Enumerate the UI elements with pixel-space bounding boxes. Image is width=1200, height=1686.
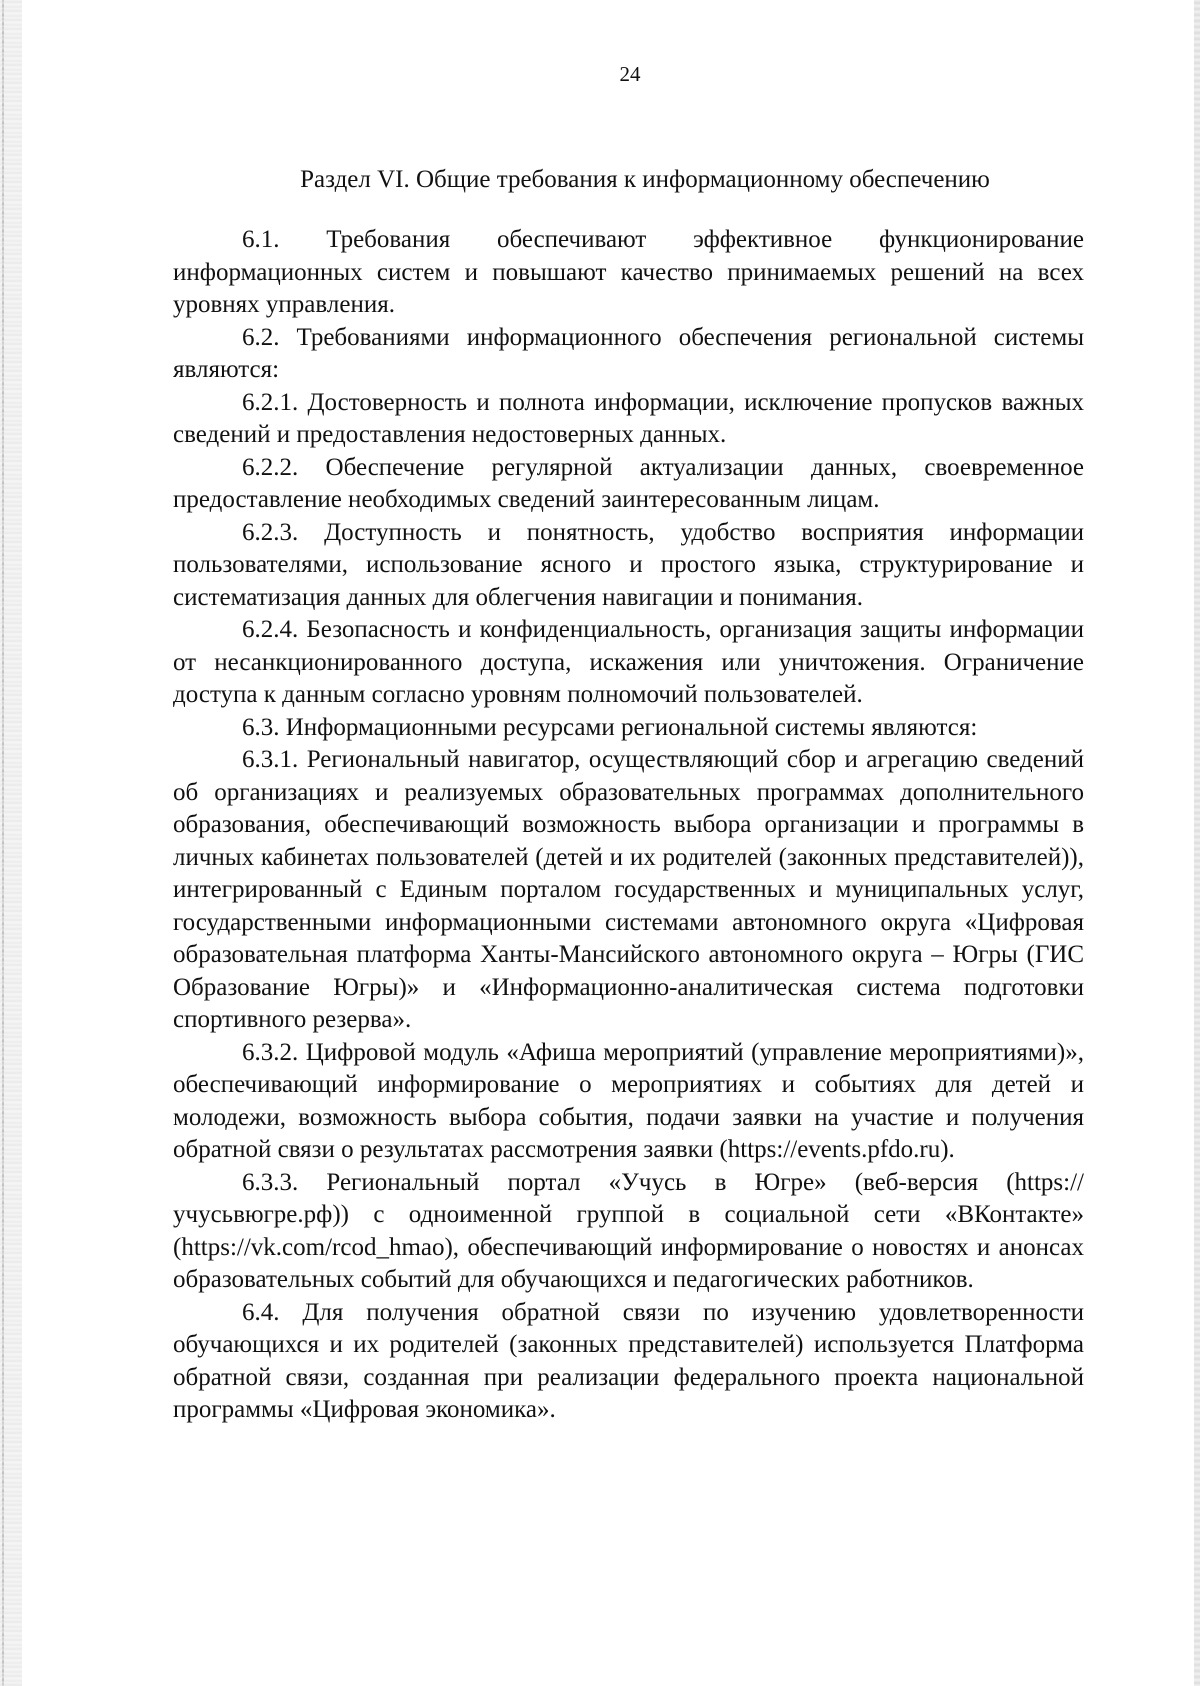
paragraph-6-2: 6.2. Требованиями информационного обеспечения региональной системы являются: bbox=[173, 323, 1084, 383]
page-number: 24 bbox=[619, 62, 641, 86]
paragraph-6-2-4: 6.2.4. Безопасность и конфиденциальность, организация защиты информации от несанкционированного доступа, искажения или уничтожения. Ограничение доступа к данным согласно уровням полномочий пользователей. bbox=[173, 616, 1084, 708]
paragraph-6-3: 6.3. Информационными ресурсами региональной системы являются: bbox=[242, 713, 978, 741]
paragraph-6-2-1: 6.2.1. Достоверность и полнота информации, исключение пропусков важных сведений и предоставления недостоверных данных. bbox=[173, 388, 1084, 448]
paragraph-6-3-3: 6.3.3. Региональный портал «Учусь в Югре» (веб-версия (https://учусьвюгре.рф)) с одноименной группой в социальной сети «ВКонтакте» (https://vk.com/rcod_hmao), обеспечивающий информирование о новостях и анонсах образовательных событий для обучающихся и педагогических работников. bbox=[173, 1168, 1084, 1293]
paragraph-6-3-2: 6.3.2. Цифровой модуль «Афиша мероприятий (управление мероприятиями)», обеспечивающий информирование о мероприятиях и событиях для детей и молодежи, возможность выбора события, подачи заявки на участие и получения обратной связи о результатах рассмотрения заявки (https://events.pfdo.ru). bbox=[173, 1038, 1084, 1163]
paragraph-6-2-3: 6.2.3. Доступность и понятность, удобство восприятия информации пользователями, использование ясного и простого языка, структурирование и систематизация данных для облегчения навигации и понимания. bbox=[173, 518, 1084, 611]
paragraph-6-4: 6.4. Для получения обратной связи по изучению удовлетворенности обучающихся и их родителей (законных представителей) используется Платформа обратной связи, созданная при реализации федерального проекта национальной программы «Цифровая экономика». bbox=[173, 1298, 1084, 1423]
paragraph-6-1: 6.1. Требования обеспечивают эффективное функционирование информационных систем и повышают качество принимаемых решений на всех уровнях управления. bbox=[173, 226, 1084, 318]
scan-edge-right bbox=[1194, 0, 1200, 1686]
section-heading: Раздел VI. Общие требования к информационному обеспечению bbox=[300, 166, 990, 193]
paragraph-6-3-1: 6.3.1. Региональный навигатор, осуществляющий сбор и агрегацию сведений об организациях и реализуемых образовательных программах дополнительного образования, обеспечивающий возможность выбора организации и программы в личных кабинетах пользователей (детей и их родителей (законных представителей)), интегрированный с Единым порталом государственных и муниципальных услуг, государственными информационными системами автономного округа «Цифровая образовательная платформа Ханты-Мансийского автономного округа – Югры (ГИС Образование Югры)» и «Информационно-аналитическая система подготовки спортивного резерва». bbox=[173, 746, 1084, 1033]
paragraph-6-2-2: 6.2.2. Обеспечение регулярной актуализации данных, своевременное предоставление необходимых сведений заинтересованным лицам. bbox=[173, 453, 1084, 513]
scan-edge-left bbox=[0, 0, 22, 1686]
document-body bbox=[173, 224, 1084, 1427]
